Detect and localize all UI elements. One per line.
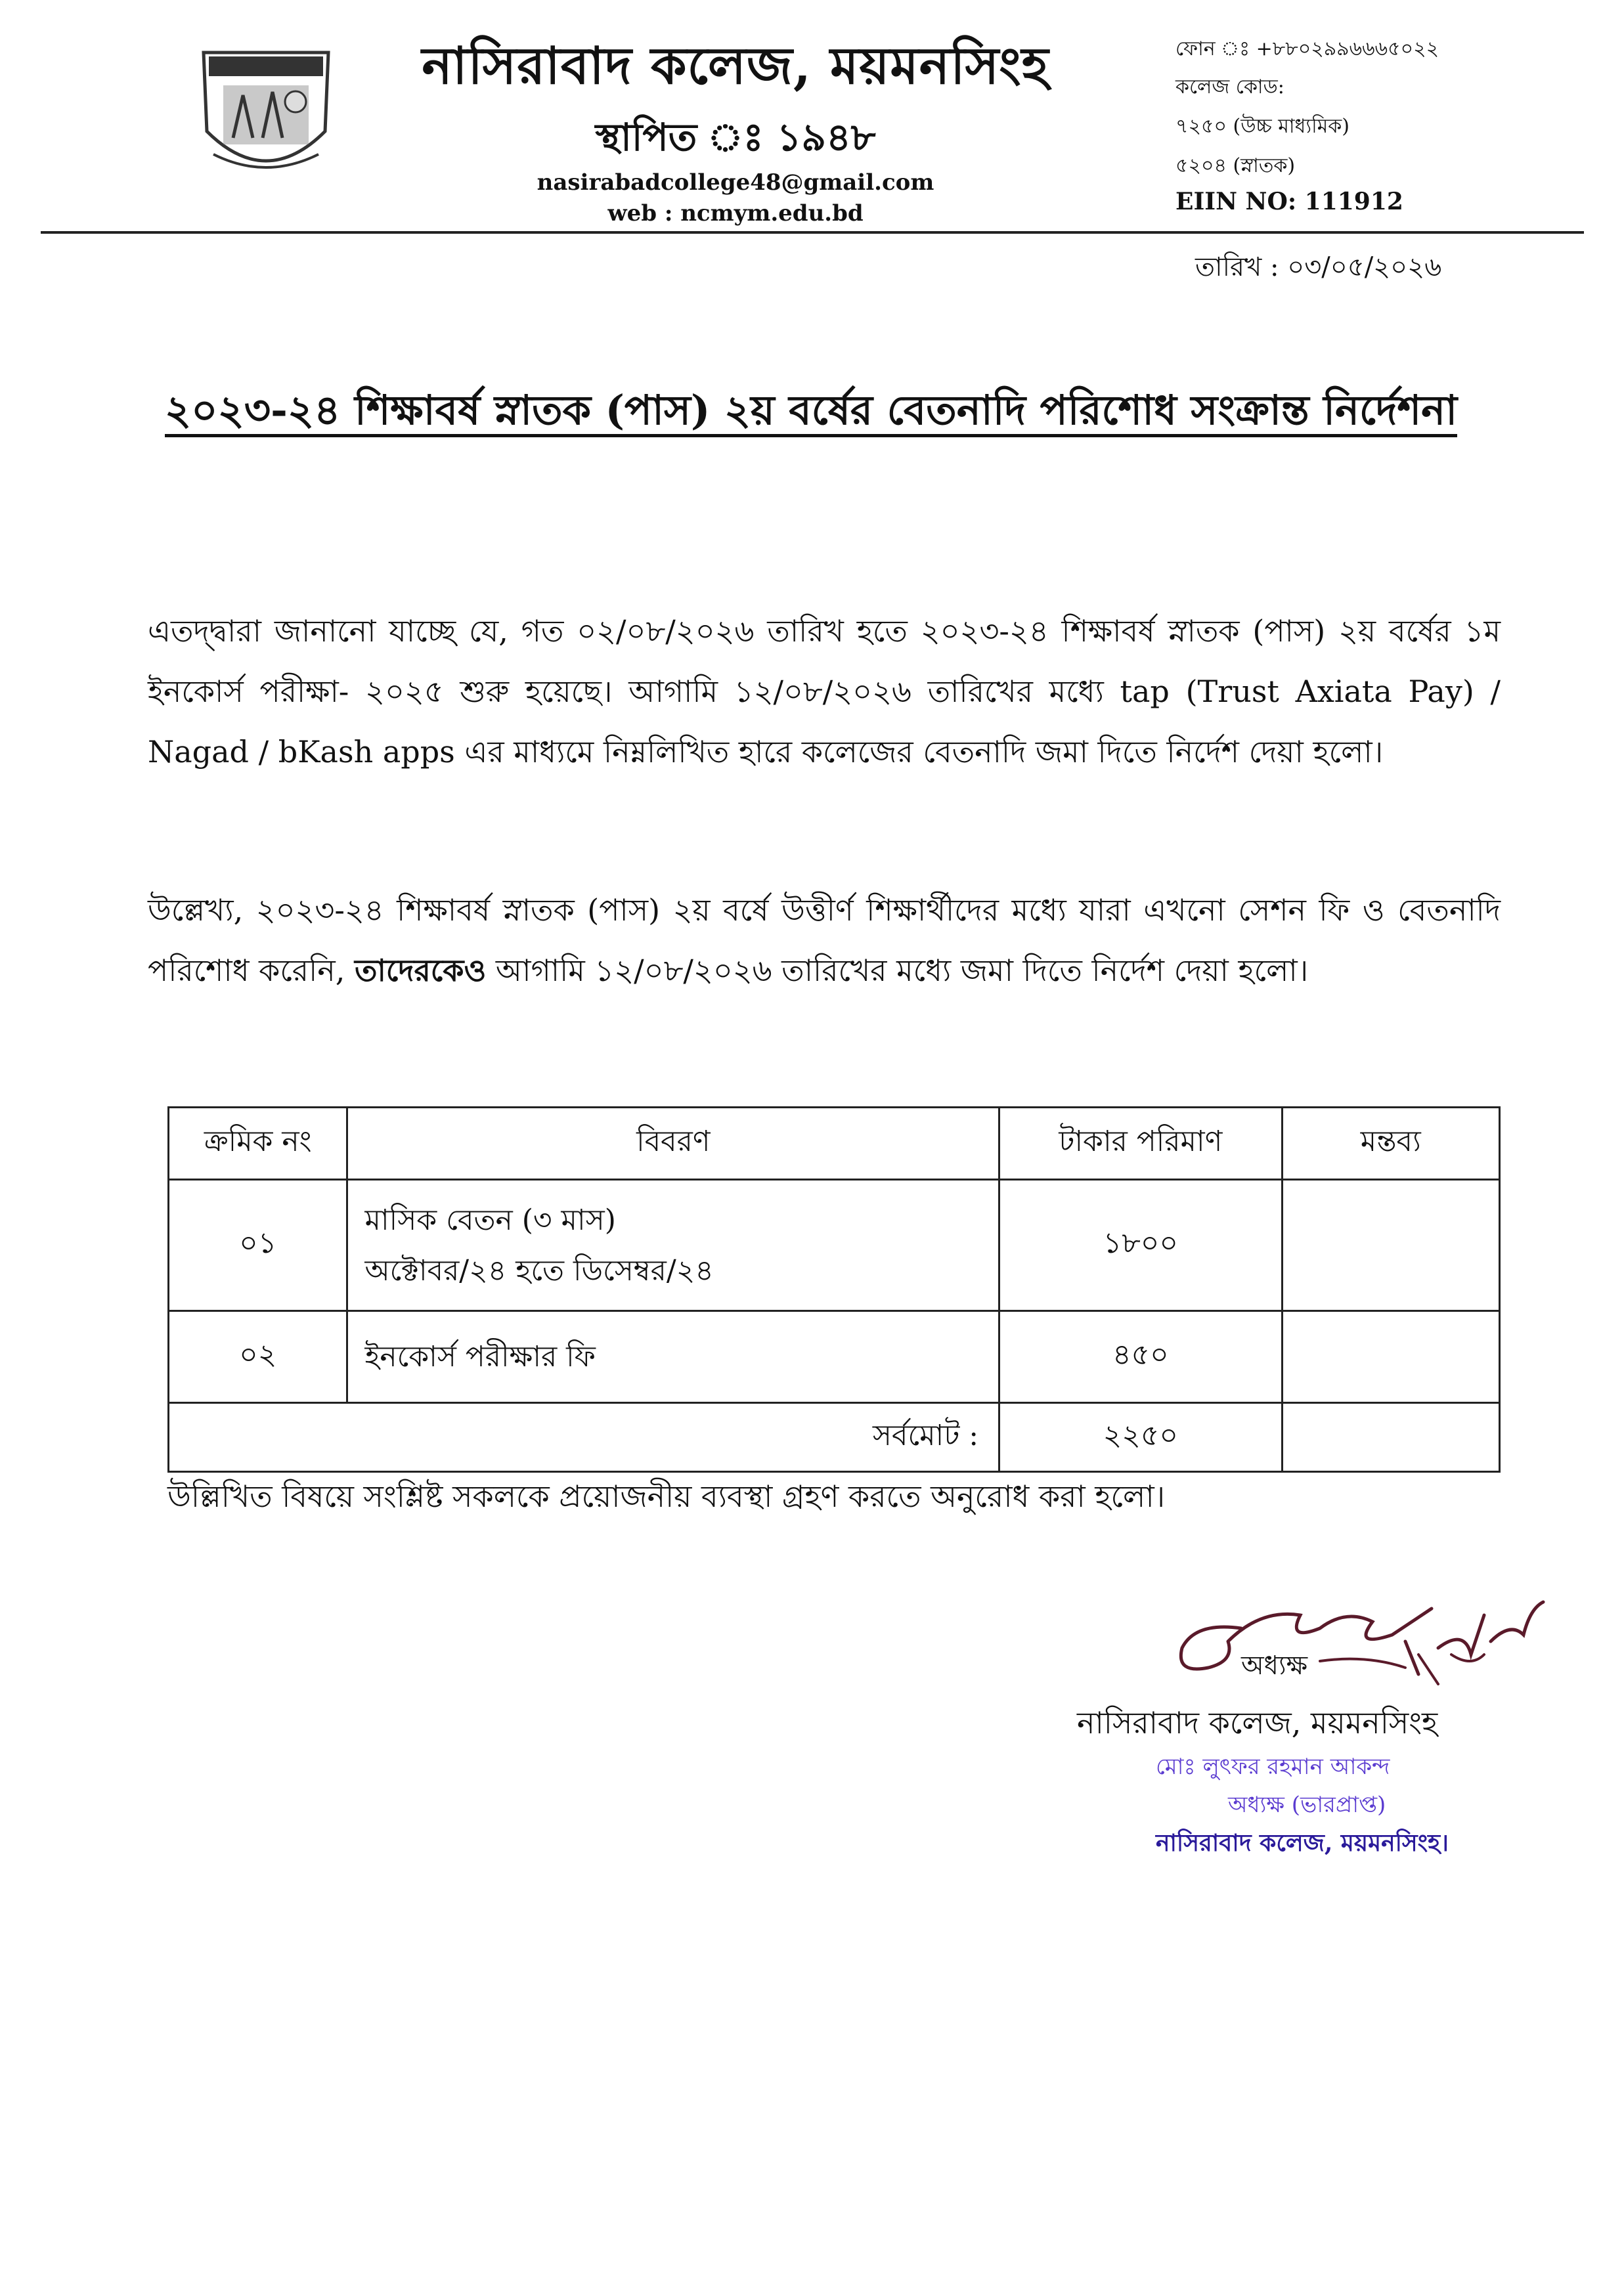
paragraph-2-start: উল্লেখ্য, ২০২৩-২৪ শিক্ষাবর্ষ স্নাতক (পাস) ২য় বর্ষে উত্তীর্ণ শিক্ষার্থীদের মধ্যে যারা এখনো সেশন ফি ও বেতনাদি পরিশোধ করেনি, — [148, 892, 1501, 988]
stamp-college: নাসিরাবাদ কলেজ, ময়মনসিংহ। — [1156, 1829, 1449, 1857]
paragraph-2-emphasis: তাদেরকেও — [354, 953, 487, 988]
college-email: nasirabadcollege48@gmail.com — [537, 169, 934, 196]
row-remark — [1282, 1180, 1499, 1311]
row-amount: ৪৫০ — [999, 1311, 1282, 1403]
row-serial: ০২ — [169, 1311, 347, 1403]
college-logo — [197, 39, 335, 190]
header-divider — [41, 231, 1584, 234]
notice-title-text: ২০২৩-২৪ শিক্ষাবর্ষ স্নাতক (পাস) ২য় বর্ষের বেতনাদি পরিশোধ সংক্রান্ত নির্দেশনা — [165, 386, 1457, 437]
row-serial: ০১ — [169, 1180, 347, 1311]
paragraph-2-end: আগামি ১২/০৮/২০২৬ তারিখের মধ্যে জমা দিতে নির্দেশ দেয়া হলো। — [486, 953, 1309, 988]
notice-date: তারিখ : ০৩/০৫/২০২৬ — [1195, 252, 1442, 282]
stamp-name: মোঃ লুৎফর রহমান আকন্দ — [1156, 1754, 1390, 1780]
row-description-line: অক্টোবর/২৪ হতে ডিসেম্বর/২৪ — [364, 1253, 714, 1288]
stamp-designation: অধ্যক্ষ (ভারপ্রাপ্ত) — [1228, 1792, 1386, 1818]
row-description-line: মাসিক বেতন (৩ মাস) — [364, 1203, 616, 1237]
row-amount: ১৮০০ — [999, 1180, 1282, 1311]
row-description-line: ইনকোর্স পরীক্ষার ফি — [364, 1340, 596, 1374]
college-code-degree: ৫২০৪ (স্নাতক) — [1175, 154, 1296, 177]
signatory-designation: অধ্যক্ষ — [1241, 1651, 1308, 1681]
eiin-number: EIIN NO: 111912 — [1175, 188, 1403, 215]
phone-number: ফোন ঃ +৮৮০২৯৯৬৬৬৫০২২ — [1175, 37, 1439, 60]
college-code-hsc: ৭২৫০ (উচ্চ মাধ্যমিক) — [1175, 115, 1350, 138]
signatory-college: নাসিরাবাদ কলেজ, ময়মনসিংহ — [1077, 1705, 1438, 1741]
row-description — [347, 1180, 999, 1311]
column-header-remarks: মন্তব্য — [1282, 1108, 1499, 1180]
closing-request: উল্লিখিত বিষয়ে সংশ্লিষ্ট সকলকে প্রয়োজনীয় ব্যবস্থা গ্রহণ করতে অনুরোধ করা হলো। — [167, 1479, 1166, 1514]
notice-title — [112, 378, 1510, 443]
college-code-label: কলেজ কোড: — [1175, 76, 1284, 98]
table-total-row — [169, 1403, 1500, 1472]
total-label: সর্বমোট : — [169, 1403, 999, 1472]
column-header-serial: ক্রমিক নং — [169, 1108, 347, 1180]
table-row — [169, 1180, 1500, 1311]
handwritten-signature — [1156, 1569, 1550, 1714]
table-row — [169, 1311, 1500, 1403]
total-remark — [1282, 1403, 1499, 1472]
established-year: স্থাপিত ঃ ১৯৪৮ — [595, 115, 876, 160]
paragraph-1: এতদ্দ্বারা জানানো যাচ্ছে যে, গত ০২/০৮/২০২৬ তারিখ হতে ২০২৩-২৪ শিক্ষাবর্ষ স্নাতক (পাস) ২য় বর্ষের ১ম ইনকোর্স পরীক্ষা- ২০২৫ শুরু হয়েছে। আগামি ১২/০৮/২০২৬ তারিখের মধ্যে tap (Trust Axiata Pay) / Nagad / bKash apps এর মাধ্যমে নিম্নলিখিত হারে কলেজের বেতনাদি জমা দিতে নির্দেশ দেয়া হলো। — [148, 613, 1501, 769]
column-header-description: বিবরণ — [347, 1108, 999, 1180]
college-website: web : ncmym.edu.bd — [607, 200, 864, 227]
fee-table — [167, 1106, 1501, 1473]
table-header-row — [169, 1108, 1500, 1180]
row-description — [347, 1311, 999, 1403]
paragraph-2 — [148, 880, 1501, 1001]
college-name: নাসিরাবাদ কলেজ, ময়মনসিংহ — [422, 36, 1049, 96]
column-header-amount: টাকার পরিমাণ — [999, 1108, 1282, 1180]
total-amount: ২২৫০ — [999, 1403, 1282, 1472]
row-remark — [1282, 1311, 1499, 1403]
